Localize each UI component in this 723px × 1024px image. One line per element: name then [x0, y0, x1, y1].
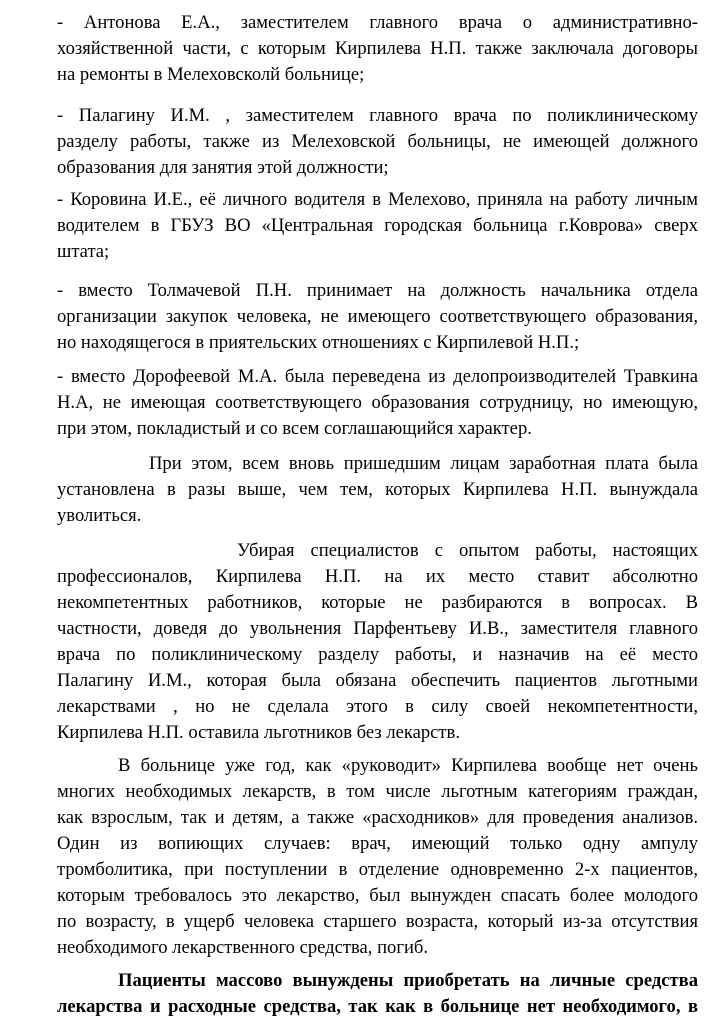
text-line: лекарства и расходные средства, так как в больнице нет необходимого, в [57, 996, 698, 1017]
text-line: при этом, покладистый и со всем соглашающийся характер. [57, 418, 532, 439]
text-line: необходимого лекарственного средства, погиб. [57, 937, 429, 958]
text-line: - вместо Толмачевой П.Н. принимает на должность начальника отдела [57, 280, 698, 301]
text-line: Палагину И.М., которая была обязана обеспечить пациентов льготными [57, 670, 698, 691]
text-line: разделу работы, также из Мелеховской больницы, не имеющей должного [57, 131, 698, 152]
text-line: Пациенты массово вынуждены приобретать на личные средства [118, 970, 698, 991]
paragraph-korovina [57, 187, 698, 265]
paragraph-salary [57, 451, 698, 529]
text-line: - Палагину И.М. , заместителем главного врача по поликлиническому [57, 105, 698, 126]
paragraph-medicines [57, 753, 698, 961]
text-line: хозяйственной части, с которым Кирпилева Н.П. также заключала договоры [57, 38, 698, 59]
text-line: При этом, всем вновь пришедшим лицам заработная плата была [149, 453, 698, 474]
paragraph-palagina [57, 103, 698, 181]
text-line: водителем в ГБУЗ ВО «Центральная городская больница г.Коврова» сверх [57, 215, 698, 236]
text-line: частности, доведя до увольнения Парфентьеву И.В., заместителя главного [57, 618, 698, 639]
text-line: штата; [57, 241, 110, 262]
text-line: по возрасту, в ущерб человека старшего возраста, который из-за отсутствия [57, 911, 698, 932]
text-line: тромболитика, при поступлении в отделение одновременно 2-х пациентов, [57, 859, 698, 880]
text-line: на ремонты в Мелеховсколй больнице; [57, 64, 365, 85]
text-line: - вместо Дорофеевой М.А. была переведена из делопроизводителей Травкина [57, 366, 698, 387]
text-line: Кирпилева Н.П. оставила льготников без лекарств. [57, 722, 460, 743]
text-line: Один из вопиющих случаев: врач, имеющий только одну ампулу [57, 833, 698, 854]
text-line: но находящегося в приятельских отношениях с Кирпилевой Н.П.; [57, 332, 580, 353]
paragraph-tolmacheva [57, 278, 698, 356]
text-line: лекарствами , но не сделала этого в силу своей некомпетентности, [57, 696, 698, 717]
text-line: врача по поликлиническому разделу работы, и назначив на её место [57, 644, 698, 665]
text-line: организации закупок человека, не имеющего соответствующего образования, [57, 306, 698, 327]
paragraph-antonova [57, 10, 698, 88]
text-line: установлена в разы выше, чем тем, которых Кирпилева Н.П. вынуждала [57, 479, 698, 500]
text-line: Н.А, не имеющая соответствующего образования сотрудницу, но имеющую, [57, 392, 698, 413]
text-line: как взрослым, так и детям, а также «расходников» для проведения анализов. [57, 807, 698, 828]
text-line: - Антонова Е.А., заместителем главного врача о административно- [57, 12, 698, 33]
paragraph-dorofeeva [57, 364, 698, 442]
text-line: В больнице уже год, как «руководит» Кирпилева вообще нет очень [118, 755, 698, 776]
text-line: некомпетентных работников, которые не разбираются в вопросах. В [57, 592, 698, 613]
text-line: многих необходимых лекарств, в том числе льготным категориям граждан, [57, 781, 698, 802]
text-line: которым требовалось это лекарство, был вынужден спасать более молодого [57, 885, 698, 906]
paragraph-patients [57, 968, 698, 1020]
paragraph-incompetent [57, 538, 698, 746]
text-line: - Коровина И.Е., её личного водителя в Мелехово, приняла на работу личным [57, 189, 698, 210]
text-line: профессионалов, Кирпилева Н.П. на их место ставит абсолютно [57, 566, 698, 587]
text-line: уволиться. [57, 505, 142, 526]
text-line: образования для занятия этой должности; [57, 157, 389, 178]
text-line: Убирая специалистов с опытом работы, настоящих [237, 540, 698, 561]
